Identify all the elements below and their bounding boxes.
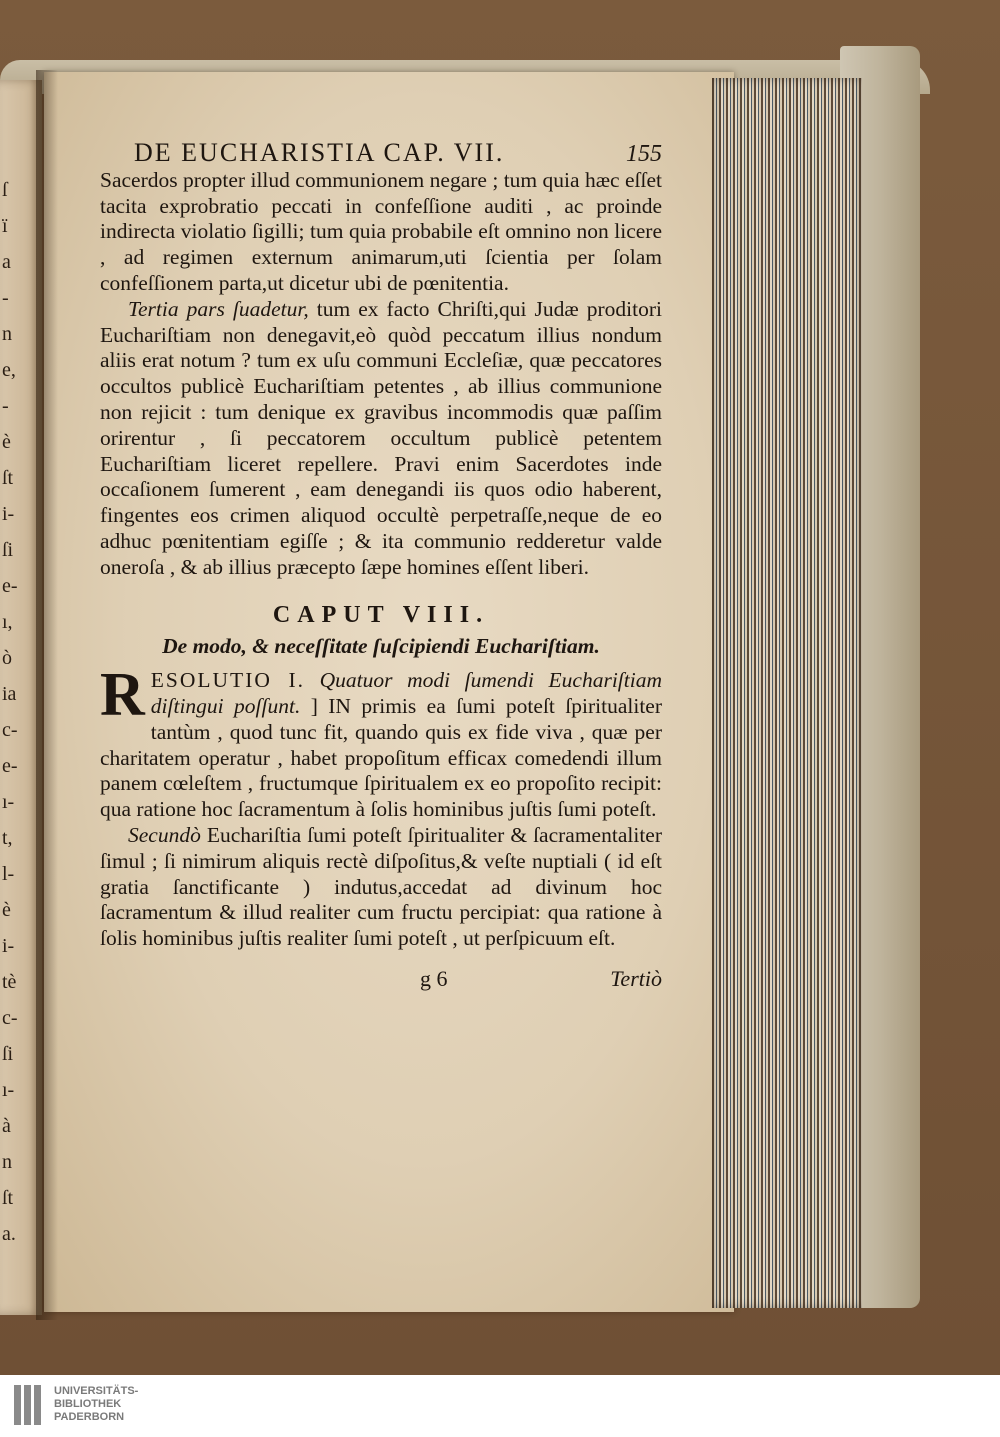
running-head-title: DE EUCHARISTIA CAP. VII. [134, 138, 505, 167]
left-page-fragment: ſ [2, 179, 8, 201]
resolutio-title: Quatuor modi ſumendi Euchariſtiam diſtingui poſſunt. [150, 668, 662, 718]
library-logo-bar [0, 1375, 1000, 1437]
left-page-fragment: ı- [2, 791, 15, 813]
resolutio-label: ESOLUTIO I. [150, 668, 306, 693]
page-footer [100, 966, 662, 992]
left-page-fragment: i- [2, 503, 15, 525]
left-page-fragment: c- [2, 719, 18, 741]
left-page-fragment: ï [2, 215, 8, 237]
left-page-fragment: à [2, 1115, 11, 1137]
chapter-subtitle: De modo, & neceſſitate ſuſcipiendi Euchariſtiam. [162, 634, 600, 659]
resolutio-body: ] IN primis ea ſumi poteſt ſpiritualiter tantùm , quod tunc fit, quando quis ex fide viva , quæ per charitatem operatur , habet propoſitum efficax comedendi illum panem cœleſtem , fructumque ſpiritualem ex eo propoſito recipit: qua ratione hoc ſacramentum à ſolis hominibus juſtis ſumi poteſt. [100, 693, 662, 822]
drop-capital: R [100, 661, 145, 730]
tertia-lead: Tertia pars ſuadetur, [128, 296, 309, 321]
signature-mark: g 6 [420, 965, 448, 991]
left-page-fragment: ı, [2, 611, 13, 633]
left-page-fragment: - [2, 287, 9, 309]
left-page-fragment: tè [2, 971, 17, 993]
left-page-fragment: e- [2, 575, 18, 597]
left-page-fragment: e- [2, 755, 18, 777]
left-page-fragment: ò [2, 647, 12, 669]
tertia-body: tum ex facto Chriſti,qui Judæ proditori Euchariſtiam non denegavit,eò quòd peccatum illius nondum aliis erat notum ? tum ex uſu communi Eccleſiæ, quæ peccatores occultos publicè Euchariſtiam petentes , ab illius communione non rejicit : tum denique ex gravibus incommodis quæ paſſim orirentur , ſi peccatorem occultum publicè petentem Euchariſtiam liceret repellere. Pravi enim Sacerdotes inde occaſionem ſumerent , eam denegandi iis quos odio haberent, fingentes eos crimen aliquod occultè perpetraſſe,neque de eo adhuc pœnitentiam egiſſe ; & ita communio redderetur valde oneroſa , & ab illius præcepto ſæpe homines eſſent liberi. [100, 296, 662, 579]
fore-edge-page-stack [712, 78, 862, 1308]
left-page-fragment: l- [2, 863, 15, 885]
left-page-fragment: - [2, 395, 9, 417]
left-page-fragment: i- [2, 935, 15, 957]
left-page-fragment: a. [2, 1223, 16, 1245]
page-number: 155 [626, 141, 662, 167]
secundo-lead: Secundò [128, 822, 201, 847]
library-logo-icon [14, 1385, 42, 1425]
catchword: Tertiò [610, 965, 662, 991]
left-page-fragment: ſt [2, 467, 14, 489]
left-page-fragment: e, [2, 359, 16, 381]
paragraph-secundo [100, 823, 662, 952]
left-page-fragment: n [2, 323, 12, 345]
left-page-fragment: ſt [2, 1187, 14, 1209]
page-text [100, 140, 662, 992]
left-page-fragment: ia [2, 683, 17, 705]
left-page-fragment: è [2, 431, 11, 453]
left-page-fragment: è [2, 899, 11, 921]
left-page-fragment: ſi [2, 539, 14, 561]
paragraph-resolutio [100, 661, 662, 823]
logo-line-3: PADERBORN [54, 1411, 125, 1423]
paragraph-continued: Sacerdos propter illud communionem negare ; tum quia hæc eſſet tacita exprobratio peccati in confeſſione auditi , ac proinde indirecta violatio ſigilli; tum quia probabile eſt omnino non licere , ad regimen externum animarum,uti ſcientia per ſolam confeſſionem parta,ut dicetur ubi de pœnitentia. [100, 167, 662, 295]
logo-line-1: UNIVERSITÄTS- [54, 1385, 139, 1397]
paragraph-tertia [100, 297, 662, 581]
left-page-fragment: ı- [2, 1079, 15, 1101]
logo-line-2: BIBLIOTHEK [54, 1398, 122, 1410]
left-page-fragment: c- [2, 1007, 18, 1029]
chapter-heading: CAPUT VIII. [272, 601, 490, 628]
library-logo-text [54, 1385, 138, 1424]
left-page-fragment: n [2, 1151, 12, 1173]
secundo-body: Euchariſtia ſumi poteſt ſpiritualiter & ſacramentaliter ſimul ; ſi nimirum aliquis rectè diſpoſitus,& veſte nuptiali ( id eſt gratia ſanctificante ) indutus,accedat ad divinum hoc ſacramentum & illud realiter cum fructu percipiat: qua ratione à ſolis hominibus juſtis realiter ſumi poteſt , ut perſpicuum eſt. [100, 822, 662, 951]
left-page-fragment: ſi [2, 1043, 14, 1065]
gutter-shadow [36, 70, 58, 1320]
left-page-fragment: a [2, 251, 11, 273]
left-page-fragment: t, [2, 827, 13, 849]
running-head [134, 140, 662, 168]
